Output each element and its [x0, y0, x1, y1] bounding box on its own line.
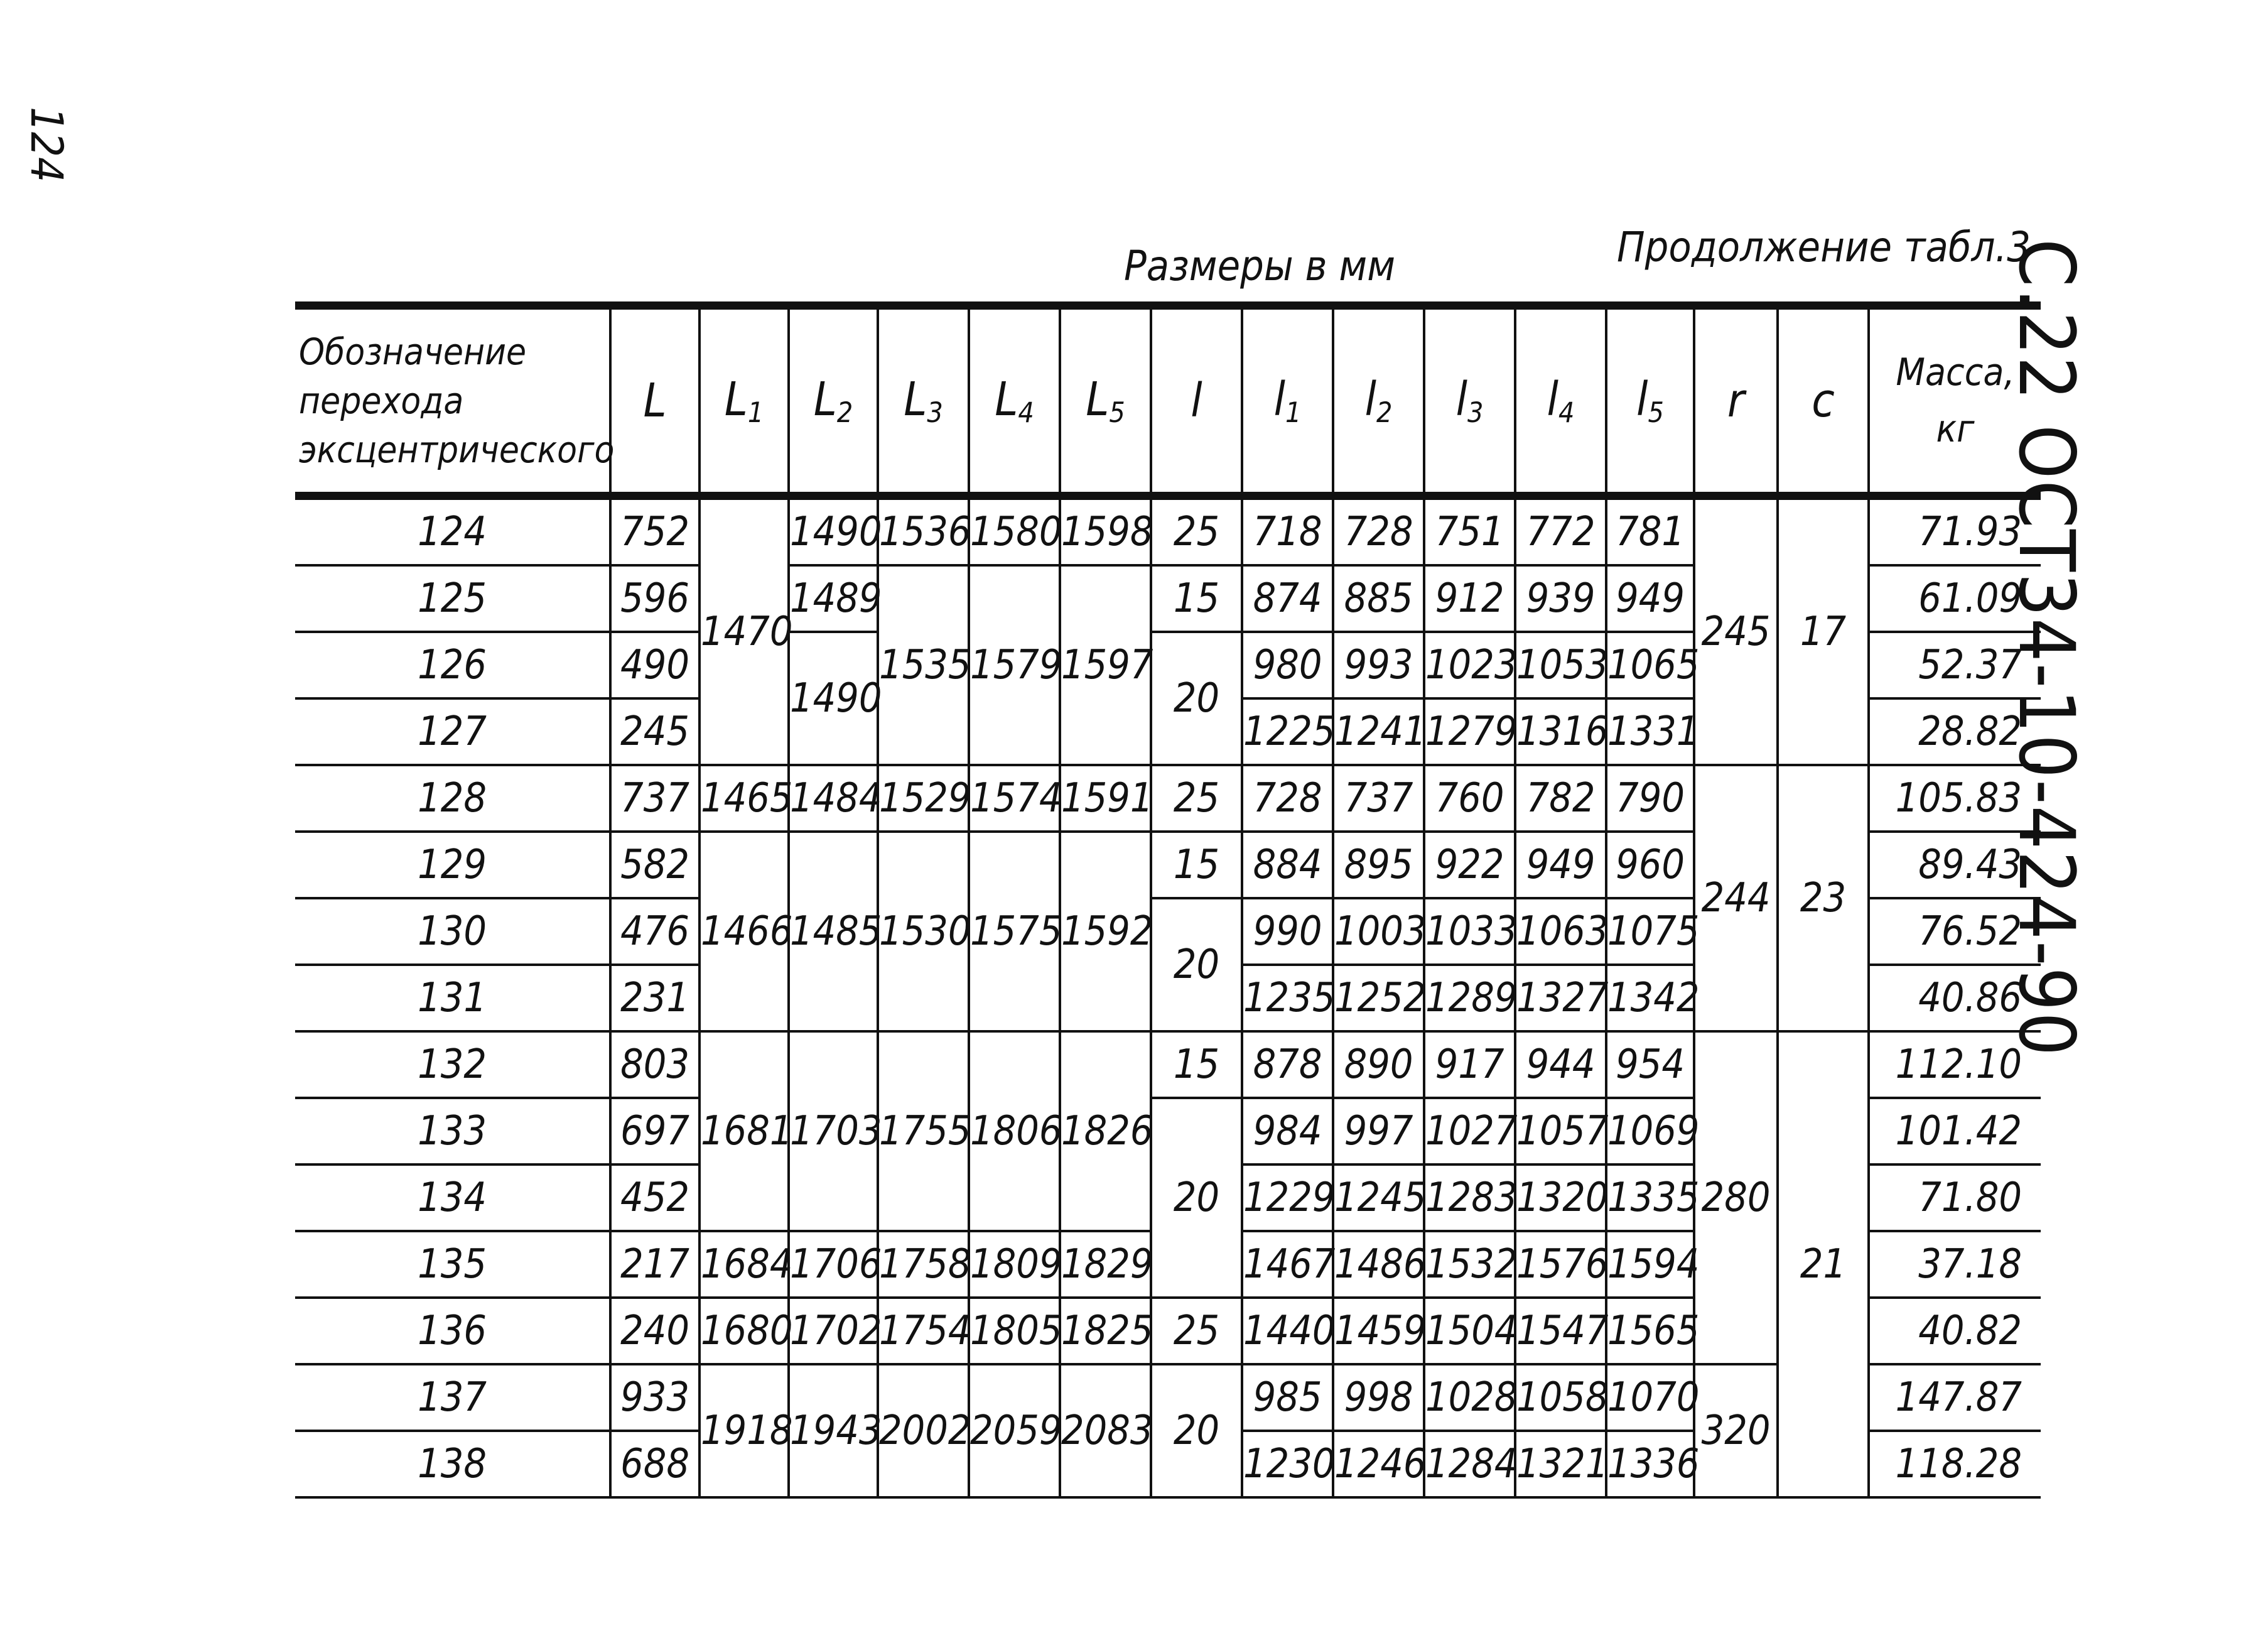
cell-l4: 949 [1515, 832, 1606, 898]
header-subscript: 1 [747, 397, 764, 430]
cell-L2: 1485 [789, 832, 878, 1031]
cell-mass: 28.82 [1869, 698, 2041, 765]
cell-l1: 1230 [1242, 1431, 1333, 1497]
cell-r: 280 [1694, 1031, 1778, 1364]
cell-L: 697 [610, 1098, 699, 1164]
cell-l4: 1316 [1515, 698, 1606, 765]
cell-l3: 1284 [1424, 1431, 1515, 1497]
cell-l2: 737 [1333, 765, 1424, 832]
cell-l: 20 [1151, 632, 1242, 765]
document-code: С.22 ОСТ34-10-424-90 [2002, 239, 2091, 1058]
cell-l4: 939 [1515, 565, 1606, 632]
cell-designation: 134 [295, 1164, 610, 1231]
cell-L3: 1529 [878, 765, 969, 832]
cell-L3: 1755 [878, 1031, 969, 1231]
cell-L3: 1758 [878, 1231, 969, 1298]
cell-c: 17 [1778, 496, 1869, 766]
cell-designation: 129 [295, 832, 610, 898]
cell-l2: 1241 [1333, 698, 1424, 765]
header-r: r [1694, 306, 1778, 496]
cell-L: 217 [610, 1231, 699, 1298]
cell-l: 15 [1151, 832, 1242, 898]
cell-l: 15 [1151, 1031, 1242, 1098]
cell-L4: 1574 [969, 765, 1060, 832]
cell-l3: 1283 [1424, 1164, 1515, 1231]
cell-l1: 1467 [1242, 1231, 1333, 1298]
header-L3 [878, 306, 969, 496]
cell-L1: 1681 [699, 1031, 789, 1231]
cell-designation: 135 [295, 1231, 610, 1298]
cell-l4: 1320 [1515, 1164, 1606, 1231]
cell-l5: 1336 [1606, 1431, 1694, 1497]
cell-l: 15 [1151, 565, 1242, 632]
cell-l3: 1027 [1424, 1098, 1515, 1164]
cell-mass: 71.93 [1869, 496, 2041, 566]
cell-L5: 1598 [1060, 496, 1151, 566]
cell-l4: 782 [1515, 765, 1606, 832]
cell-L: 596 [610, 565, 699, 632]
header-symbol: l [1273, 372, 1286, 426]
header-subscript: 3 [927, 397, 943, 430]
cell-l3: 917 [1424, 1031, 1515, 1098]
header-c: c [1778, 306, 1869, 496]
cell-L2: 1702 [789, 1298, 878, 1364]
cell-l2: 885 [1333, 565, 1424, 632]
cell-l2: 728 [1333, 496, 1424, 566]
header-L4 [969, 306, 1060, 496]
cell-l: 20 [1151, 1364, 1242, 1497]
cell-l5: 1331 [1606, 698, 1694, 765]
cell-l1: 1225 [1242, 698, 1333, 765]
cell-L: 933 [610, 1364, 699, 1431]
cell-l3: 1532 [1424, 1231, 1515, 1298]
cell-l: 25 [1151, 496, 1242, 566]
cell-L: 737 [610, 765, 699, 832]
header-l4 [1515, 306, 1606, 496]
dimensions-table [295, 301, 2041, 1499]
header-subscript: 4 [1018, 397, 1034, 430]
header-subscript: 5 [1109, 397, 1125, 430]
cell-mass: 76.52 [1869, 898, 2041, 965]
cell-mass: 52.37 [1869, 632, 2041, 698]
cell-L1: 1470 [699, 496, 789, 766]
cell-L4: 1805 [969, 1298, 1060, 1364]
header-subscript: 3 [1467, 397, 1484, 430]
cell-l5: 960 [1606, 832, 1694, 898]
header-symbol: l [1547, 372, 1559, 426]
cell-l2: 1459 [1333, 1298, 1424, 1364]
cell-designation: 124 [295, 496, 610, 566]
cell-L1: 1684 [699, 1231, 789, 1298]
cell-l3: 1023 [1424, 632, 1515, 698]
cell-l1: 985 [1242, 1364, 1333, 1431]
cell-mass: 89.43 [1869, 832, 2041, 898]
cell-designation: 133 [295, 1098, 610, 1164]
cell-L3: 2002 [878, 1364, 969, 1497]
header-symbol: L [995, 372, 1018, 426]
cell-l2: 993 [1333, 632, 1424, 698]
cell-l5: 1075 [1606, 898, 1694, 965]
cell-l2: 890 [1333, 1031, 1424, 1098]
cell-L3: 1530 [878, 832, 969, 1031]
header-designation-line: эксцентрического [299, 428, 615, 471]
cell-L: 245 [610, 698, 699, 765]
cell-designation: 138 [295, 1431, 610, 1497]
cell-l1: 1440 [1242, 1298, 1333, 1364]
cell-L: 582 [610, 832, 699, 898]
cell-designation: 132 [295, 1031, 610, 1098]
dimensions-caption: Размеры в мм [1124, 242, 1395, 290]
cell-L: 803 [610, 1031, 699, 1098]
header-mass-line: Масса, [1896, 350, 2015, 394]
cell-mass: 40.86 [1869, 965, 2041, 1031]
cell-L2: 1490 [789, 632, 878, 765]
cell-L3: 1535 [878, 565, 969, 765]
header-symbol: l [1455, 372, 1468, 426]
cell-l5: 790 [1606, 765, 1694, 832]
cell-l3: 1279 [1424, 698, 1515, 765]
cell-l5: 1070 [1606, 1364, 1694, 1431]
cell-mass: 112.10 [1869, 1031, 2041, 1098]
cell-l4: 772 [1515, 496, 1606, 566]
cell-l4: 1547 [1515, 1298, 1606, 1364]
cell-l2: 1245 [1333, 1164, 1424, 1231]
cell-l2: 998 [1333, 1364, 1424, 1431]
cell-l3: 760 [1424, 765, 1515, 832]
cell-L4: 1579 [969, 565, 1060, 765]
cell-L2: 1703 [789, 1031, 878, 1231]
header-subscript: 4 [1558, 397, 1575, 430]
page-number: 124 [21, 107, 72, 183]
header-symbol: l [1636, 372, 1648, 426]
header-L: L [610, 306, 699, 496]
cell-mass: 101.42 [1869, 1098, 2041, 1164]
cell-designation: 128 [295, 765, 610, 832]
header-subscript: 1 [1285, 397, 1302, 430]
cell-mass: 61.09 [1869, 565, 2041, 632]
cell-l4: 1057 [1515, 1098, 1606, 1164]
cell-l4: 1327 [1515, 965, 1606, 1031]
cell-designation: 125 [295, 565, 610, 632]
cell-l1: 884 [1242, 832, 1333, 898]
cell-L4: 1580 [969, 496, 1060, 566]
cell-l1: 878 [1242, 1031, 1333, 1098]
cell-L5: 1597 [1060, 565, 1151, 765]
cell-designation: 131 [295, 965, 610, 1031]
cell-L2: 1943 [789, 1364, 878, 1497]
cell-l4: 1321 [1515, 1431, 1606, 1497]
header-L2 [789, 306, 878, 496]
cell-l4: 1053 [1515, 632, 1606, 698]
cell-l5: 1342 [1606, 965, 1694, 1031]
cell-l1: 1235 [1242, 965, 1333, 1031]
cell-l2: 997 [1333, 1098, 1424, 1164]
cell-L1: 1680 [699, 1298, 789, 1364]
cell-l5: 1335 [1606, 1164, 1694, 1231]
cell-l1: 874 [1242, 565, 1333, 632]
header-l2 [1333, 306, 1424, 496]
header-symbol: L [724, 372, 748, 426]
header-subscript: 2 [836, 397, 853, 430]
cell-designation: 126 [295, 632, 610, 698]
cell-l2: 1003 [1333, 898, 1424, 965]
cell-L5: 1591 [1060, 765, 1151, 832]
header-symbol: L [813, 372, 837, 426]
header-L1 [699, 306, 789, 496]
continuation-caption: Продолжение табл.3 [1617, 223, 2031, 271]
header-l: l [1151, 306, 1242, 496]
cell-l5: 1065 [1606, 632, 1694, 698]
header-subscript: 2 [1376, 397, 1393, 430]
cell-l4: 1058 [1515, 1364, 1606, 1431]
header-designation-line: Обозначение [299, 330, 527, 373]
cell-l1: 990 [1242, 898, 1333, 965]
cell-mass: 118.28 [1869, 1431, 2041, 1497]
header-symbol: l [1364, 372, 1377, 426]
cell-designation: 127 [295, 698, 610, 765]
header-l5 [1606, 306, 1694, 496]
cell-l2: 1252 [1333, 965, 1424, 1031]
cell-l1: 718 [1242, 496, 1333, 566]
cell-L2: 1490 [789, 496, 878, 566]
cell-l1: 728 [1242, 765, 1333, 832]
cell-L: 490 [610, 632, 699, 698]
cell-L3: 1754 [878, 1298, 969, 1364]
cell-l3: 922 [1424, 832, 1515, 898]
cell-r: 320 [1694, 1364, 1778, 1497]
cell-l2: 895 [1333, 832, 1424, 898]
cell-L4: 1806 [969, 1031, 1060, 1231]
cell-c: 23 [1778, 765, 1869, 1031]
cell-designation: 130 [295, 898, 610, 965]
cell-L: 752 [610, 496, 699, 566]
cell-L: 231 [610, 965, 699, 1031]
table-row [295, 496, 2041, 566]
cell-L4: 1809 [969, 1231, 1060, 1298]
header-designation [295, 306, 615, 496]
cell-l5: 781 [1606, 496, 1694, 566]
table-row [295, 1031, 2041, 1098]
cell-l5: 1069 [1606, 1098, 1694, 1164]
cell-l5: 1594 [1606, 1231, 1694, 1298]
cell-l3: 1028 [1424, 1364, 1515, 1431]
table-row [295, 765, 2041, 832]
cell-L5: 2083 [1060, 1364, 1151, 1497]
header-l1 [1242, 306, 1333, 496]
cell-l2: 1246 [1333, 1431, 1424, 1497]
cell-mass: 71.80 [1869, 1164, 2041, 1231]
header-mass-line: кг [1936, 407, 1975, 451]
cell-l1: 1229 [1242, 1164, 1333, 1231]
cell-l4: 944 [1515, 1031, 1606, 1098]
cell-c: 21 [1778, 1031, 1869, 1497]
cell-l5: 949 [1606, 565, 1694, 632]
header-symbol: L [904, 372, 927, 426]
header-symbol: L [1086, 372, 1110, 426]
cell-L2: 1706 [789, 1231, 878, 1298]
header-l3 [1424, 306, 1515, 496]
cell-l: 25 [1151, 765, 1242, 832]
cell-L1: 1465 [699, 765, 789, 832]
cell-l2: 1486 [1333, 1231, 1424, 1298]
cell-l3: 912 [1424, 565, 1515, 632]
cell-L: 452 [610, 1164, 699, 1231]
table-header-row [295, 306, 2041, 496]
cell-designation: 136 [295, 1298, 610, 1364]
cell-L4: 1575 [969, 832, 1060, 1031]
cell-L: 688 [610, 1431, 699, 1497]
cell-L1: 1466 [699, 832, 789, 1031]
cell-l3: 1504 [1424, 1298, 1515, 1364]
cell-l: 25 [1151, 1298, 1242, 1364]
cell-L3: 1536 [878, 496, 969, 566]
cell-L2: 1484 [789, 765, 878, 832]
cell-mass: 37.18 [1869, 1231, 2041, 1298]
cell-L5: 1825 [1060, 1298, 1151, 1364]
cell-l5: 1565 [1606, 1298, 1694, 1364]
cell-L: 476 [610, 898, 699, 965]
cell-L4: 2059 [969, 1364, 1060, 1497]
header-designation-line: перехода [299, 379, 464, 422]
cell-L1: 1918 [699, 1364, 789, 1497]
cell-L5: 1829 [1060, 1231, 1151, 1298]
cell-l1: 984 [1242, 1098, 1333, 1164]
cell-r: 244 [1694, 765, 1778, 1031]
cell-l1: 980 [1242, 632, 1333, 698]
cell-l3: 1033 [1424, 898, 1515, 965]
cell-l4: 1576 [1515, 1231, 1606, 1298]
cell-mass: 147.87 [1869, 1364, 2041, 1431]
cell-l3: 1289 [1424, 965, 1515, 1031]
cell-l: 20 [1151, 1098, 1242, 1298]
cell-L2: 1489 [789, 565, 878, 632]
cell-L5: 1826 [1060, 1031, 1151, 1231]
cell-designation: 137 [295, 1364, 610, 1431]
header-L5 [1060, 306, 1151, 496]
cell-L5: 1592 [1060, 832, 1151, 1031]
header-mass [1869, 306, 2041, 496]
cell-l5: 954 [1606, 1031, 1694, 1098]
cell-l4: 1063 [1515, 898, 1606, 965]
cell-l: 20 [1151, 898, 1242, 1031]
cell-l3: 751 [1424, 496, 1515, 566]
cell-mass: 40.82 [1869, 1298, 2041, 1364]
header-subscript: 5 [1648, 397, 1664, 430]
cell-r: 245 [1694, 496, 1778, 766]
cell-mass: 105.83 [1869, 765, 2041, 832]
cell-L: 240 [610, 1298, 699, 1364]
